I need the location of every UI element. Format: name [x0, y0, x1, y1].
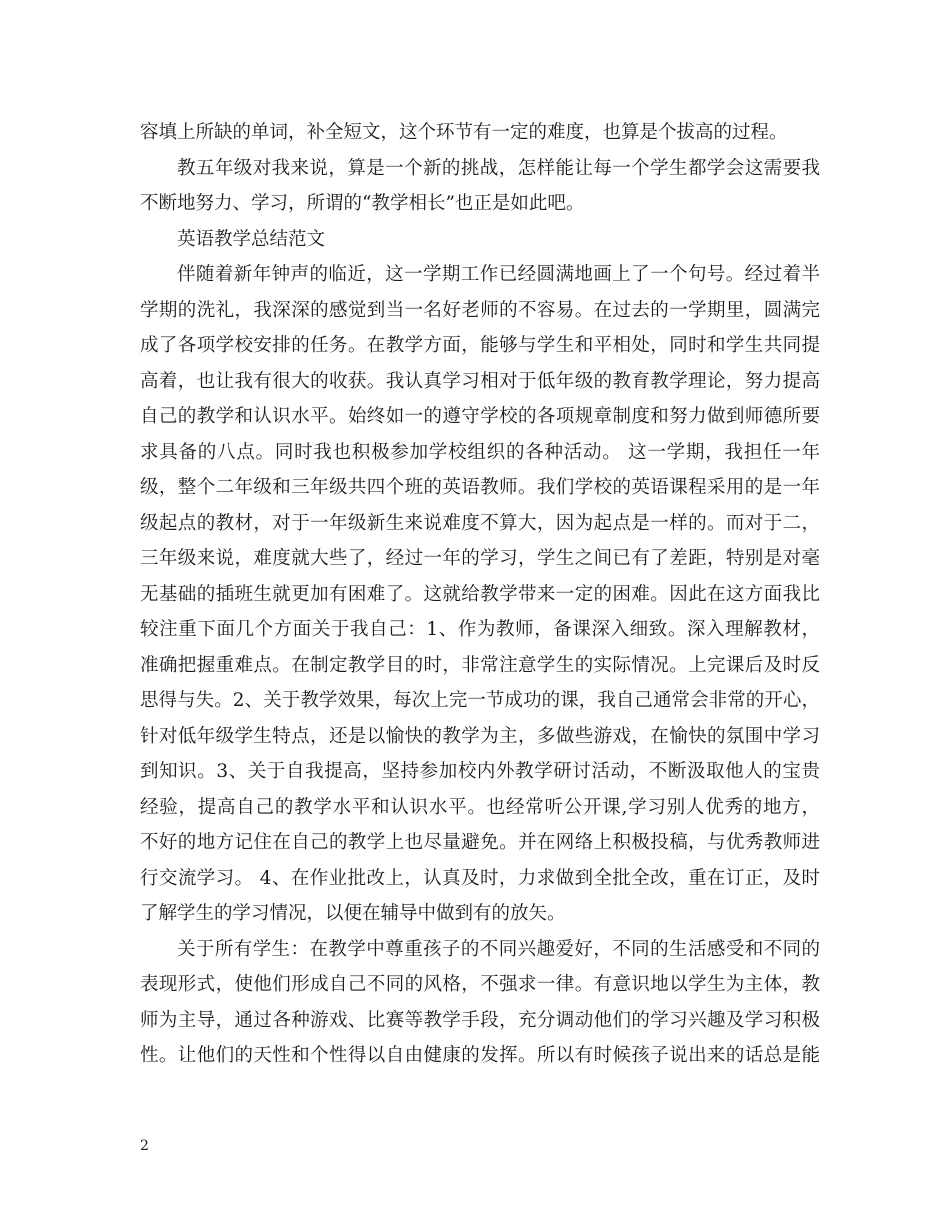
text-line: 经验，提高自己的教学水平和认识水平。也经常听公开课,学习别人优秀的地方， — [140, 796, 820, 818]
text-line: 不好的地方记住在自己的教学上也尽量避免。并在网络上积极投稿，与优秀教师进 — [140, 832, 820, 853]
text-line: 学期的洗礼，我深深的感觉到当一名好老师的不容易。在过去的一学期里，圆满完 — [140, 299, 820, 321]
text-line: 容填上所缺的单词，补全短文，这个环节有一定的难度，也算是个拔高的过程。 — [140, 122, 788, 143]
text-line: 思得与失。2、关于教学效果，每次上完一节成功的课，我自己通常会非常的开心， — [140, 690, 820, 711]
text-line: 不断地努力、学习，所谓的“教学相长”也正是如此吧。 — [140, 193, 585, 214]
page-number: 2 — [140, 1138, 149, 1154]
text-line: 级起点的教材，对于一年级新生来说难度不算大，因为起点是一样的。而对于二， — [140, 512, 820, 534]
text-line: 关于所有学生：在教学中尊重孩子的不同兴趣爱好，不同的生活感受和不同的 — [177, 938, 820, 960]
text-line: 了解学生的学习情况，以便在辅导中做到有的放矢。 — [140, 903, 566, 924]
text-line: 级，整个二年级和三年级共四个班的英语教师。我们学校的英语课程采用的是一年 — [140, 477, 820, 498]
text-line: 针对低年级学生特点，还是以愉快的教学为主，多做些游戏，在愉快的氛围中学习 — [140, 725, 820, 747]
text-line: 到知识。3、关于自我提高，坚持参加校内外教学研讨活动，不断汲取他人的宝贵 — [140, 761, 820, 782]
text-line: 师为主导，通过各种游戏、比赛等教学手段，充分调动他们的学习兴趣及学习积极 — [140, 1009, 820, 1031]
body-text — [140, 115, 820, 1074]
text-line: 性。让他们的天性和个性得以自由健康的发挥。所以有时候孩子说出来的话总是能 — [140, 1045, 820, 1066]
text-line: 教五年级对我来说，算是一个新的挑战，怎样能让每一个学生都学会这需要我 — [177, 157, 820, 179]
text-line: 准确把握重难点。在制定教学目的时，非常注意学生的实际情况。上完课后及时反 — [140, 654, 820, 676]
text-line: 求具备的八点。同时我也积极参加学校组织的各种活动。 这一学期，我担任一年 — [140, 441, 820, 463]
text-line: 行交流学习。 4、在作业批改上，认真及时，力求做到全批全改，重在订正，及时 — [140, 867, 820, 889]
text-line: 英语教学总结范文 — [177, 228, 326, 250]
text-line: 较注重下面几个方面关于我自己：1、作为教师，备课深入细致。深入理解教材， — [140, 619, 820, 640]
text-line: 表现形式，使他们形成自己不同的风格，不强求一律。有意识地以学生为主体，教 — [140, 974, 820, 995]
text-line: 三年级来说，难度就大些了，经过一年的学习，学生之间已有了差距，特别是对毫 — [140, 548, 820, 569]
text-line: 高着，也让我有很大的收获。我认真学习相对于低年级的教育教学理论，努力提高 — [140, 370, 820, 392]
text-line: 自己的教学和认识水平。始终如一的遵守学校的各项规章制度和努力做到师德所要 — [140, 406, 820, 427]
text-line: 无基础的插班生就更加有困难了。这就给教学带来一定的困难。因此在这方面我比 — [140, 583, 820, 605]
text-line: 成了各项学校安排的任务。在教学方面，能够与学生和平相处，同时和学生共同提 — [140, 335, 820, 356]
text-line: 伴随着新年钟声的临近，这一学期工作已经圆满地画上了一个句号。经过着半 — [177, 264, 820, 285]
